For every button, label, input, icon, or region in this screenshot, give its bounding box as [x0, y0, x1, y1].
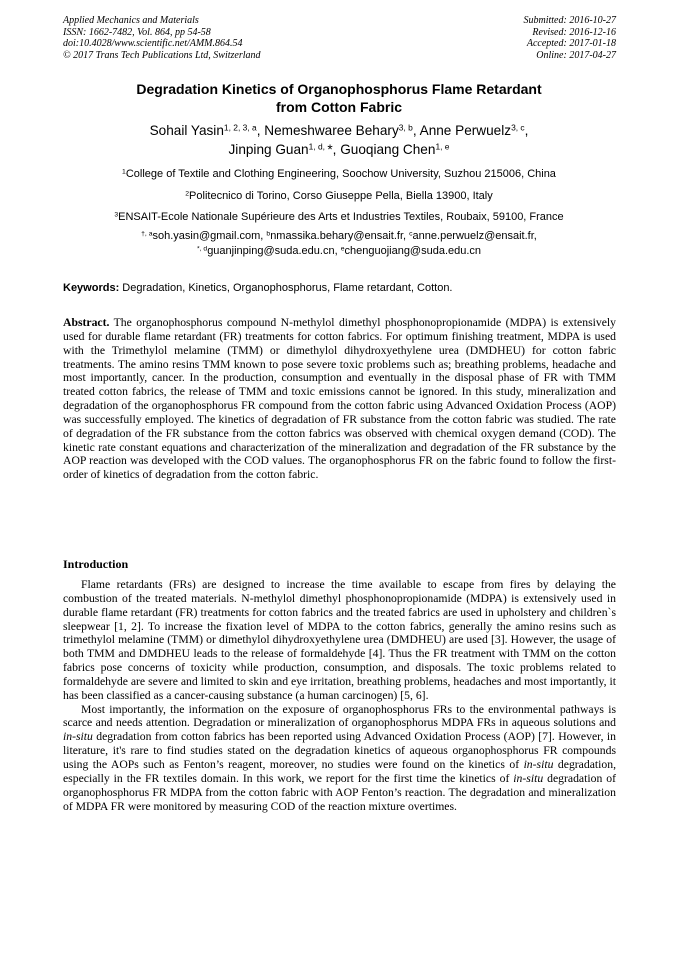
author-name: Guoqiang Chen: [340, 142, 436, 157]
intro-italic: in-situ: [523, 757, 554, 771]
keywords-label: Keywords:: [63, 282, 120, 294]
date-revised: Revised: 2016-12-16: [532, 26, 616, 38]
author-marks: 1, 2, 3, a: [223, 122, 257, 133]
affiliation-text: Politecnico di Torino, Corso Giuseppe Pella, Biella 13900, Italy: [189, 190, 493, 202]
intro-italic: in-situ: [63, 730, 93, 744]
abstract-label: Abstract.: [63, 316, 110, 329]
intro-text: degradation, especially in the FR textiles domain. In this work, we report for the first time the kinetics of: [63, 757, 616, 785]
affiliation-text: College of Textile and Clothing Engineering, Soochow University, Suzhou 215006, China: [125, 168, 556, 180]
email-mark: †, a: [141, 230, 153, 238]
date-submitted: Submitted: 2016-10-27: [523, 15, 616, 26]
email-line-2: [60, 244, 618, 259]
email-mark: *, d: [196, 245, 208, 253]
author-sep: ,: [412, 123, 420, 138]
affiliation-mark: 2: [185, 190, 190, 198]
corresponding-star: *: [327, 142, 333, 157]
title-line-1: Degradation Kinetics of Organophosphorus Flame Retardant: [136, 81, 542, 97]
introduction-heading: Introduction: [63, 557, 129, 571]
intro-italic: in-situ: [513, 771, 544, 785]
author-sep: ,: [524, 123, 529, 138]
keywords: [63, 281, 616, 295]
email-line-1: [60, 229, 618, 244]
journal-issn: ISSN: 1662-7482, Vol. 864, pp 54-58: [63, 26, 211, 38]
abstract: [63, 316, 616, 482]
intro-text: degradation from cotton fabrics has been reported using Advanced Oxidation Process (AOP) [7]. However, in literature, it's rare to find studies stated on the degradation kinetics of aqueous organophosphorus FR compounds using the AOPs such as Fenton’s reagent, moreover, no studies were found on the kinetics of: [63, 730, 616, 771]
affiliation-text: ENSAIT-Ecole Nationale Supérieure des Arts et Industries Textiles, Roubaix, 59100, France: [118, 211, 564, 223]
paper-title: [60, 80, 618, 116]
author-name: Sohail Yasin: [149, 123, 224, 138]
introduction-body: [63, 578, 616, 813]
affiliation-mark: 1: [122, 168, 126, 176]
email-link[interactable]: anne.perwuelz@ensait.fr,: [412, 230, 537, 242]
author-name: Jinping Guan: [228, 142, 309, 157]
abstract-text: The organophosphorus compound N-methylol dimethyl phosphonopropionamide (MDPA) is extensively used for durable flame retardant (FR) treatments for cotton fabrics. For optimum finishing treatment, MDPA is used with the Trimethylol melamine (TMM) or dimethylol dihydroxyethylene urea (DMDHEU) for cotton fabric treatments. The amino resins TMM known to pose severe toxic problems such as; breathing problems, headache and most importantly, cancer. In the production, consumption and eventually in the disposal phase of FR with TMM treated cotton fabrics, the release of TMM and toxic emissions cannot be ignored. In this study, mineralization and degradation of the organophosphorus FR compound from the cotton fabric using Advanced Oxidation Process (AOP) was successfully employed. The kinetics of degradation of FR substance from the cotton fabric was studied. The rate of degradation of the FR substance from the cotton fabrics was observed with chemical oxygen demand (COD). The kinetic rate constant equations and characterization of the mineralization and degradation of the FR substance by the AOP reaction was developed with the COD values. The organophosphorus FR on the fabric found to follow the first-order of kinetics of degradation from the cotton fabric.: [63, 316, 616, 482]
author-marks: 3, b: [398, 122, 413, 133]
affiliation-mark: 3: [114, 211, 119, 219]
keywords-text: Degradation, Kinetics, Organophosphorus, Flame retardant, Cotton.: [119, 282, 453, 294]
author-marks: 1, d,: [308, 141, 328, 152]
affiliation-3: [50, 210, 628, 224]
author-marks: 3, c: [511, 122, 525, 133]
email-mark: b: [266, 230, 271, 238]
author-name: Anne Perwuelz: [419, 123, 512, 138]
author-sep: ,: [332, 142, 341, 157]
email-list: [60, 229, 618, 259]
journal-doi: doi:10.4028/www.scientific.net/AMM.864.54: [63, 38, 243, 49]
intro-text: Most importantly, the information on the exposure of organophosphorus FRs to the environmental pathways is scarce and needs attention. Degradation or mineralization of organophosphorus MDPA FRs in aqueous solutions and: [63, 702, 616, 730]
email-link[interactable]: guanjinping@suda.edu.cn,: [207, 245, 341, 257]
email-mark: c: [409, 230, 413, 238]
journal-name: Applied Mechanics and Materials: [63, 15, 199, 26]
journal-info: [63, 15, 261, 61]
email-mark: e: [340, 245, 345, 253]
email-link[interactable]: soh.yasin@gmail.com,: [152, 230, 267, 242]
author-sep: ,: [256, 123, 265, 138]
email-link[interactable]: nmassika.behary@ensait.fr,: [270, 230, 410, 242]
journal-copyright: © 2017 Trans Tech Publications Ltd, Switzerland: [63, 49, 261, 61]
intro-paragraph-2: [63, 703, 616, 814]
intro-text: degradation of organophosphorus FR MDPA from the cotton fabric with AOP Fenton’s reaction. The degradation and mineralization of MDPA FR were monitored by measuring COD of the reaction mixture overtimes.: [63, 771, 616, 813]
author-name: Nemeshwaree Behary: [264, 123, 399, 138]
email-link[interactable]: chenguojiang@suda.edu.cn: [344, 245, 482, 257]
date-accepted: Accepted: 2017-01-18: [526, 38, 616, 49]
author-list: [60, 121, 618, 159]
affiliation-2: [50, 189, 628, 203]
publication-dates: [524, 15, 617, 61]
title-line-2: from Cotton Fabric: [276, 99, 402, 115]
intro-paragraph-1: Flame retardants (FRs) are designed to increase the time available to escape from fires by delaying the combustion of the treated materials. N-methylol dimethyl phosphonopropionamide (MDPA) is extensively used in durable flame retardant (FR) treatments for cotton fabrics and the treated fabrics are used in upholstery and children`s sleepwear [1, 2]. To increase the fixation level of MDPA to the cotton fabrics, generally the amino resins such as trimethylol melamine (TMM) or dimethylol dihydroxyethylene urea (DMDHEU) are used [3]. However, the usage of both TMM and DMDHEU leads to the release of formaldehyde [4]. Thus the FR treatment with TMM on the cotton fabrics pose concerns of toxicity while production, consumption, and disposals. The toxic problems related to formaldehyde are severe and limited to skin and eye irritation, breathing problems, headaches and most importantly, it has been classified as a cancer-causing substance (a human carcinogen) [5, 6].: [63, 578, 616, 702]
affiliation-1: [50, 167, 628, 181]
author-marks: 1, e: [435, 141, 450, 152]
date-online: Online: 2017-04-27: [536, 49, 616, 61]
